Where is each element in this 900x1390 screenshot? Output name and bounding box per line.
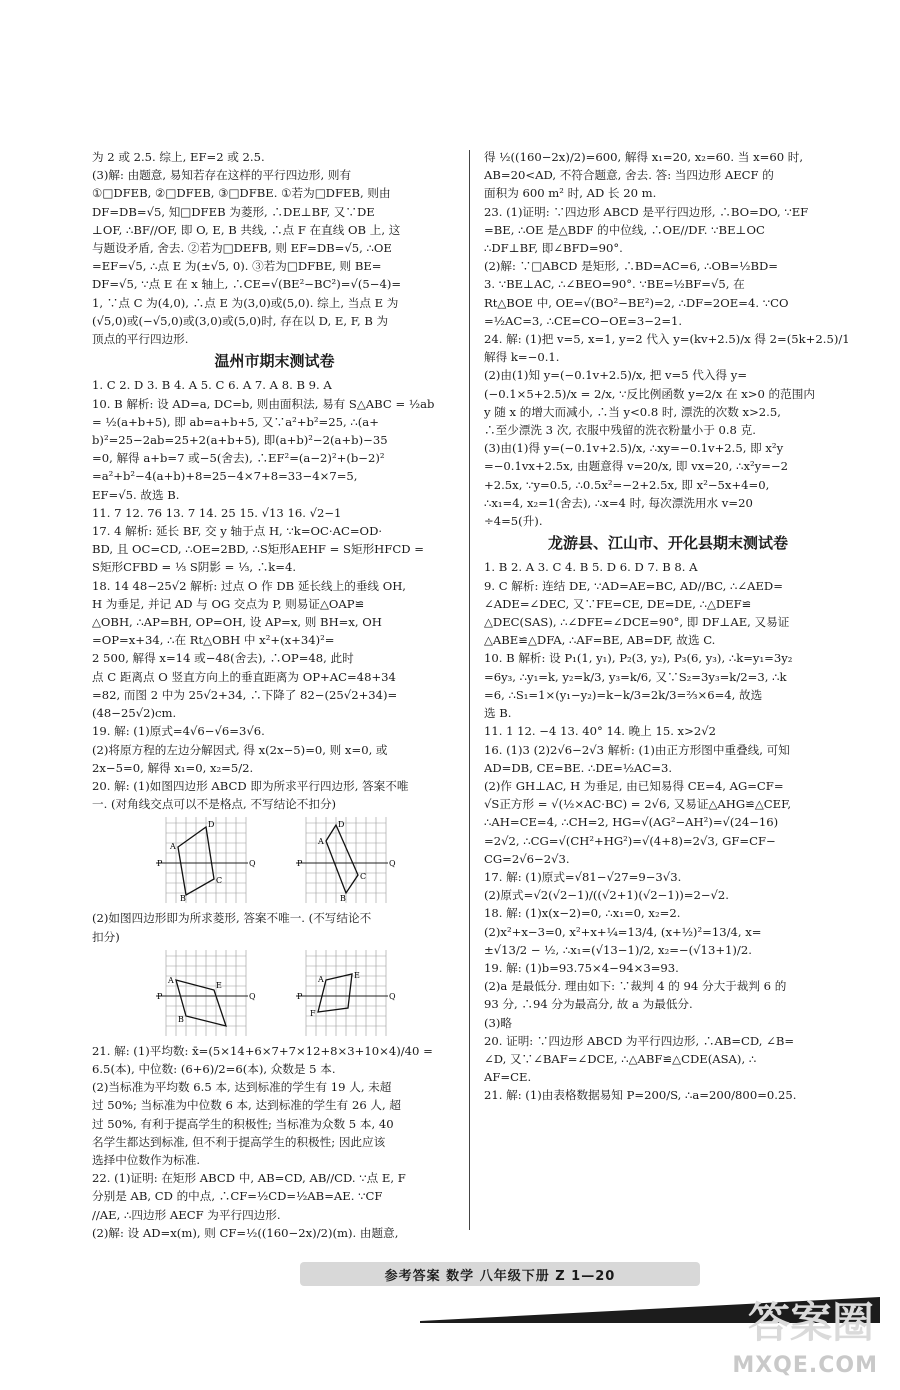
text-line: 点 C 距离点 O 竖直方向上的垂直距离为 OP+AC=48+34 [92,669,396,684]
text-line: 扣分) [92,929,120,944]
text-line: ⊥OF, ∴BF//OF, 即 O, E, B 共线, ∴点 F 在直线 OB 上, 这 [92,222,401,237]
text-line: (2)如图四边形即为所求菱形, 答案不唯一. (不写结论不 [92,911,372,926]
left-block-2 [92,376,457,813]
text-line: 24. 解: (1)把 v=5, x=1, y=2 代入 y=(kv+2.5)/x 得 2=(5k+2.5)/1 [484,332,850,347]
section-title-wenzhou: 温州市期末测试卷 [214,352,335,371]
text-line: 选 B. [484,706,512,721]
text-line: (2)解: 设 AD=x(m), 则 CF=½((160−2x)/2)(m). 由题意, [92,1225,399,1240]
text-line: 1. B 2. A 3. C 4. B 5. D 6. D 7. B 8. A [484,560,698,575]
right-block-2 [484,558,852,1104]
text-line: ∴AH=CE=4, ∴CH=2, HG=√(AG²−AH²)=√(24−16) [484,815,779,830]
svg-text:E: E [354,970,360,980]
text-line: △OBH, ∴AP=BH, OP=OH, 设 AP=x, 则 BH=x, OH [92,615,382,630]
text-line: 选择中位数作为标准. [92,1152,201,1167]
text-line: 1, ∵点 C 为(4,0), ∴点 E 为(3,0)或(5,0). 综上, 当点 E 为 [92,295,399,310]
text-line: 3. ∵BE⊥AC, ∴∠BEO=90°. ∵BE=½BF=√5, 在 [484,277,745,292]
svg-text:C: C [216,876,223,886]
text-line: 10. B 解析: 设 P₁(1, y₁), P₂(3, y₂), P₃(6, y₃), ∴k=y₁=3y₂ [484,651,793,666]
text-line: ±√13/2 − ½, ∴x₁=(√13−1)/2, x₂=−(√13+1)/2. [484,942,752,957]
svg-text:Q: Q [389,991,396,1001]
watermark-logo: 答案圈 MXQE.COM [732,1298,878,1378]
text-line: (2)x²+x−3=0, x²+x+¼=13/4, (x+½)²=13/4, x= [484,924,762,939]
svg-text:P: P [157,859,163,869]
svg-text:D: D [338,820,345,830]
text-line: =BE, ∴OE 是△BDF 的中位线, ∴OE//DF. ∵BE⊥OC [484,222,765,237]
text-line: √S正方形 = √(½×AC·BC) = 2√6, 又易证△AHG≌△CEF, [484,797,792,812]
svg-text:E: E [216,980,222,990]
text-line: (2)当标准为平均数 6.5 本, 达到标准的学生有 19 人, 未超 [92,1080,392,1095]
text-line: ∠D, 又∵∠BAF=∠DCE, ∴△ABF≌△CDE(ASA), ∴ [484,1051,757,1066]
text-line: DF=√5, ∵点 E 在 x 轴上, ∴CE=√(BE²−BC²)=√(5−4)= [92,277,402,292]
text-line: (2)解: ∵□ABCD 是矩形, ∴BD=AC=6, ∴OB=½BD= [484,259,778,274]
text-line: ÷4=5(升). [484,514,543,529]
svg-text:P: P [297,991,303,1001]
svg-text:A: A [318,974,324,984]
svg-text:C: C [360,872,367,882]
text-line: =EF=√5, ∴点 E 为(±√5, 0). ③若为□DFBE, 则 BE= [92,259,382,274]
svg-text:F: F [310,1008,316,1018]
grid-figure-rhombus-1 [156,950,256,1036]
figure-row-1 [156,817,457,903]
text-line: AD=DB, CE=BE. ∴DE=½AC=3. [484,760,673,775]
text-line: =½AC=3, ∴CE=CO−OE=3−2=1. [484,313,683,328]
text-line: (√5,0)或(−√5,0)或(3,0)或(5,0)时, 存在以 D, E, F, B 为 [92,313,389,328]
text-line: △DEC(SAS), ∴∠DFE=∠DCE=90°, 即 DF⊥AE, 又易证 [484,615,790,630]
text-line: AB=20<AD, 不符合题意, 舍去. 答: 当四边形 AECF 的 [484,168,774,183]
left-block-3 [92,909,457,945]
left-block-4 [92,1042,457,1242]
text-line: b)²=25−2ab=25+2(a+b+5), 即(a+b)²−2(a+b)−35 [92,433,388,448]
text-line: (48−25√2)cm. [92,706,177,721]
text-line: (3)解: 由题意, 易知若存在这样的平行四边形, 则有 [92,168,352,183]
text-line: 6.5(本), 中位数: (6+6)/2=6(本), 众数是 5 本. [92,1061,336,1076]
text-line: (2)作 GH⊥AC, H 为垂足, 由已知易得 CE=4, AG=CF= [484,778,784,793]
text-line: 20. 解: (1)如图四边形 ABCD 即为所求平行四边形, 答案不唯 [92,778,409,793]
figure-row-2 [156,950,457,1036]
text-line: =6y₃, ∴y₁=k, y₂=k/3, y₃=k/6, 又∵S₂=3y₃=k/2=3, ∴k [484,669,787,684]
text-line: 21. 解: (1)由表格数据易知 P=200/S, ∴a=200/800=0.25. [484,1088,797,1103]
text-line: ①□DFEB, ②□DFEB, ③□DFBE. ①若为□DFEB, 则由 [92,186,391,201]
svg-text:A: A [318,837,324,847]
text-line: +2.5x, ∵y=0.5, ∴0.5x²=−2+2.5x, 即 x²−5x+4=0, [484,477,770,492]
column-divider [469,150,470,1230]
svg-text:D: D [208,820,215,830]
text-line: (2)将原方程的左边分解因式, 得 x(2x−5)=0, 则 x=0, 或 [92,742,388,757]
svg-text:Q: Q [249,859,256,869]
text-line: =a²+b²−4(a+b)+8=25−4×7+8=33−4×7=5, [92,469,358,484]
text-line: =6, ∴S₁=1×(y₁−y₂)=k−k/3=2k/3=⅔×6=4, 故选 [484,687,763,702]
text-line: 16. (1)3 (2)2√6−2√3 解析: (1)由正方形图中重叠线, 可知 [484,742,790,757]
page-footer: 参考答案 数学 八年级下册 Z 1—20 [300,1262,700,1286]
section-title-longyou: 龙游县、江山市、开化县期末测试卷 [547,534,788,553]
text-line: 得 ½((160−2x)/2)=600, 解得 x₁=20, x₂=60. 当 x=60 时, [484,150,804,164]
svg-text:A: A [170,842,176,852]
text-line: 18. 解: (1)x(x−2)=0, ∴x₁=0, x₂=2. [484,906,681,921]
text-line: (−0.1×5+2.5)/x = 2/x, ∵反比例函数 y=2/x 在 x>0 的范围内 [484,386,815,401]
text-line: 11. 7 12. 76 13. 7 14. 25 15. √13 16. √2−1 [92,505,342,520]
text-line: DF=DB=√5, 知□DFEB 为菱形, ∴DE⊥BF, 又∵DE [92,204,375,219]
text-line: ∴x₁=4, x₂=1(舍去), ∴x=4 时, 每次漂洗用水 v=20 [484,495,753,510]
left-column [92,148,457,1280]
text-line: EF=√5. 故选 B. [92,487,180,502]
text-line: 22. (1)证明: 在矩形 ABCD 中, AB=CD, AB//CD. ∵点 E, F [92,1171,406,1186]
right-column [484,148,852,1280]
text-line: ∴DF⊥BF, 即∠BFD=90°. [484,241,623,256]
text-line: Rt△BOE 中, OE=√(BO²−BE²)=2, ∴DF=2OE=4. ∵CO [484,295,789,310]
text-line: 2 500, 解得 x=14 或−48(舍去), ∴OP=48, 此时 [92,651,354,666]
text-line: 一. (对角线交点可以不是格点, 不写结论不扣分) [92,797,337,812]
text-line: 17. 4 解析: 延长 BF, 交 y 轴于点 H, ∵k=OC·AC=OD· [92,524,383,539]
text-line: 10. B 解析: 设 AD=a, DC=b, 则由面积法, 易有 S△ABC = ½ab [92,396,435,411]
text-line: H 为垂足, 并记 AD 与 OG 交点为 P, 则易证△OAP≌ [92,596,365,611]
text-line: 19. 解: (1)原式=4√6−√6=3√6. [92,724,265,739]
svg-text:Q: Q [389,859,396,869]
text-line: 20. 证明: ∵四边形 ABCD 为平行四边形, ∴AB=CD, ∠B= [484,1033,795,1048]
text-line: 18. 14 48−25√2 解析: 过点 O 作 DB 延长线上的垂线 OH, [92,578,406,593]
grid-figure-parallelogram-1 [156,817,256,903]
text-line: =82, 而图 2 中为 25√2+34, ∴下降了 82−(25√2+34)= [92,687,398,702]
svg-text:B: B [178,1014,184,1024]
svg-text:P: P [157,991,163,1001]
text-line: =2√2, ∴CG=√(CH²+HG²)=√(4+8)=2√3, GF=CF− [484,833,776,848]
text-line: (2)a 是最低分. 理由如下: ∵裁判 4 的 94 分大于裁判 6 的 [484,979,787,994]
text-line: 9. C 解析: 连结 DE, ∵AD=AE=BC, AD//BC, ∴∠AED= [484,578,783,593]
text-line: 过 50%, 有利于提高学生的积极性; 当标准为众数 5 本, 40 [92,1116,394,1131]
text-line: AF=CE. [484,1070,532,1085]
text-line: =0, 解得 a+b=7 或−5(舍去), ∴EF²=(a−2)²+(b−2)² [92,451,385,466]
text-line: 11. 1 12. −4 13. 40° 14. 晚上 15. x>2√2 [484,724,716,739]
text-line: 17. 解: (1)原式=√81−√27=9−3√3. [484,869,682,884]
svg-text:B: B [340,894,346,904]
text-line: ∴至少漂洗 3 次, 衣服中残留的洗衣粉量小于 0.8 克. [484,423,756,438]
text-line: 为 2 或 2.5. 综上, EF=2 或 2.5. [92,150,265,164]
text-line: =−0.1vx+2.5x, 由题意得 v=20/x, 即 vx=20, ∴x²y=−2 [484,459,789,474]
text-line: 分别是 AB, CD 的中点, ∴CF=½CD=½AB=AE. ∵CF [92,1189,383,1204]
text-line: = ½(a+b+5), 即 ab=a+b+5, 又∵a²+b²=25, ∴(a+ [92,414,379,429]
text-line: 2x−5=0, 解得 x₁=0, x₂=5/2. [92,760,254,775]
text-line: 解得 k=−0.1. [484,350,560,365]
text-line: 顶点的平行四边形. [92,332,189,347]
text-line: =OP=x+34, ∴在 Rt△OBH 中 x²+(x+34)²= [92,633,335,648]
text-line: CG=2√6−2√3. [484,851,570,866]
grid-figure-parallelogram-2 [296,817,396,903]
text-line: 与题设矛盾, 舍去. ②若为□DEFB, 则 EF=DB=√5, ∴OE [92,241,392,256]
right-block-1 [484,148,852,530]
svg-text:P: P [297,859,303,869]
text-line: 23. (1)证明: ∵四边形 ABCD 是平行四边形, ∴BO=DO, ∵EF [484,204,809,219]
text-line: (2)由(1)知 y=(−0.1v+2.5)/x, 把 v=5 代入得 y= [484,368,748,383]
text-line: 名学生都达到标准, 但不利于提高学生的积极性; 因此应该 [92,1134,386,1149]
text-line: ∠ADE=∠DEC, 又∵FE=CE, DE=DE, ∴△DEF≌ [484,596,752,611]
text-line: BD, 且 OC=CD, ∴OE=2BD, ∴S矩形AEHF = S矩形HFCD = [92,542,424,557]
text-line: △ABE≌△DFA, ∴AF=BE, AB=DF, 故选 C. [484,633,716,648]
text-line: 93 分, ∴94 分为最高分, 故 a 为最低分. [484,997,693,1012]
text-line: (2)原式=√2(√2−1)/((√2+1)(√2−1))=2−√2. [484,888,729,903]
text-line: //AE, ∴四边形 AECF 为平行四边形. [92,1207,281,1222]
text-line: 19. 解: (1)b=93.75×4−94×3=93. [484,960,679,975]
text-line: 1. C 2. D 3. B 4. A 5. C 6. A 7. A 8. B 9. A [92,378,332,393]
svg-text:Q: Q [249,991,256,1001]
text-line: S矩形CFBD = ⅓ S阴影 = ⅓, ∴k=4. [92,560,297,575]
left-block-1 [92,148,457,348]
text-line: y 随 x 的增大而减小, ∴当 y<0.8 时, 漂洗的次数 x>2.5, [484,404,781,419]
text-line: 面积为 600 m² 时, AD 长 20 m. [484,186,657,201]
text-line: (3)由(1)得 y=(−0.1v+2.5)/x, ∴xy=−0.1v+2.5, 即 x²y [484,441,784,456]
svg-text:B: B [180,894,186,904]
text-line: (3)略 [484,1015,513,1030]
text-line: 过 50%; 当标准为中位数 6 本, 达到标准的学生有 26 人, 超 [92,1098,401,1113]
grid-figure-rhombus-2 [296,950,396,1036]
svg-text:A: A [168,975,174,985]
text-line: 21. 解: (1)平均数: x̄=(5×14+6×7+7×12+8×3+10×4)/40 = [92,1043,433,1058]
